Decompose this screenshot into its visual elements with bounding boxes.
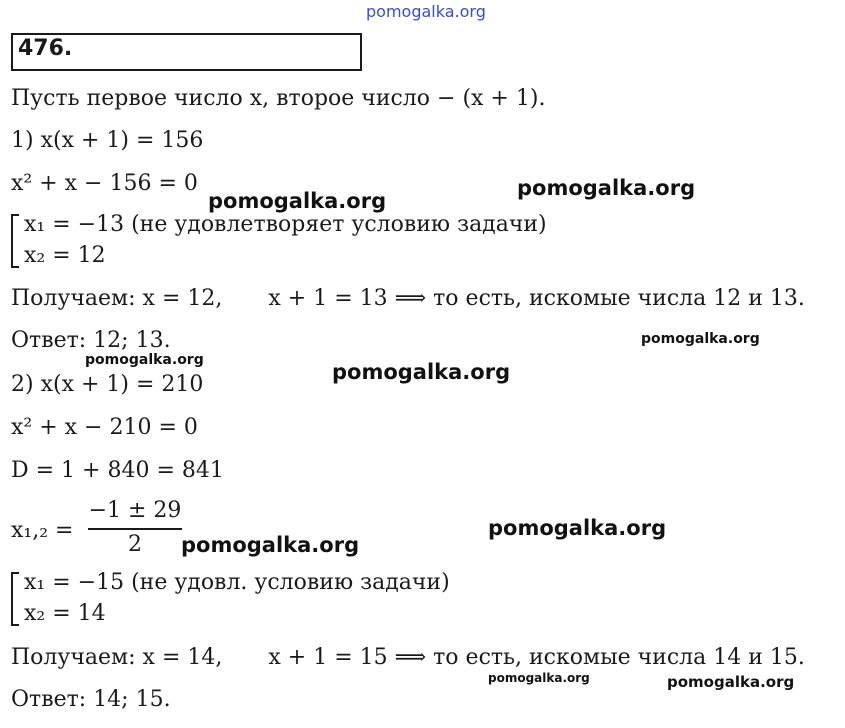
part1-root1: x₁ = −13 (не удовлетворяет условию задачи)	[24, 212, 547, 237]
intro-text: Пусть первое число x, второе число − (x + 1).	[11, 86, 546, 111]
watermark: pomogalka.org	[181, 533, 360, 557]
part2-root1: x₁ = −15 (не удовл. условию задачи)	[24, 570, 450, 595]
watermark: pomogalka.org	[332, 360, 511, 384]
watermark: pomogalka.org	[488, 516, 667, 540]
part1-answer: Ответ: 12; 13.	[11, 328, 171, 353]
part1-result-rest: x + 1 = 13 ⟹ то есть, искомые числа 12 и 13.	[268, 286, 805, 311]
part2-answer: Ответ: 14; 15.	[11, 687, 171, 712]
part2-result-label: Получаем: x = 14,	[11, 645, 223, 670]
watermark-top: pomogalka.org	[366, 2, 486, 21]
watermark: pomogalka.org	[488, 671, 590, 685]
part1-system-brace	[11, 214, 19, 268]
watermark: pomogalka.org	[85, 352, 204, 368]
part2-equation: 2) x(x + 1) = 210	[11, 372, 204, 397]
part2-result-rest: x + 1 = 15 ⟹ то есть, искомые числа 14 и 15.	[268, 645, 805, 670]
part2-root2: x₂ = 14	[24, 601, 106, 626]
fraction-numerator: −1 ± 29	[88, 498, 182, 523]
task-number: 476.	[18, 36, 73, 61]
fraction-bar	[88, 528, 182, 530]
part2-roots-fraction	[88, 498, 182, 557]
part2-discriminant: D = 1 + 840 = 841	[11, 458, 224, 483]
watermark: pomogalka.org	[208, 189, 387, 213]
part2-system-brace	[11, 572, 19, 626]
part1-result-label: Получаем: x = 12,	[11, 286, 223, 311]
watermark: pomogalka.org	[517, 176, 696, 200]
part1-equation: 1) x(x + 1) = 156	[11, 128, 204, 153]
part1-result	[11, 286, 805, 312]
fraction-denominator: 2	[128, 532, 142, 557]
watermark: pomogalka.org	[667, 673, 795, 691]
watermark: pomogalka.org	[641, 331, 760, 347]
part1-quadratic: x² + x − 156 = 0	[11, 171, 198, 196]
part2-result	[11, 645, 805, 671]
part2-roots-lhs: x₁,₂ =	[11, 518, 74, 543]
part2-quadratic: x² + x − 210 = 0	[11, 415, 198, 440]
part1-root2: x₂ = 12	[24, 243, 106, 268]
